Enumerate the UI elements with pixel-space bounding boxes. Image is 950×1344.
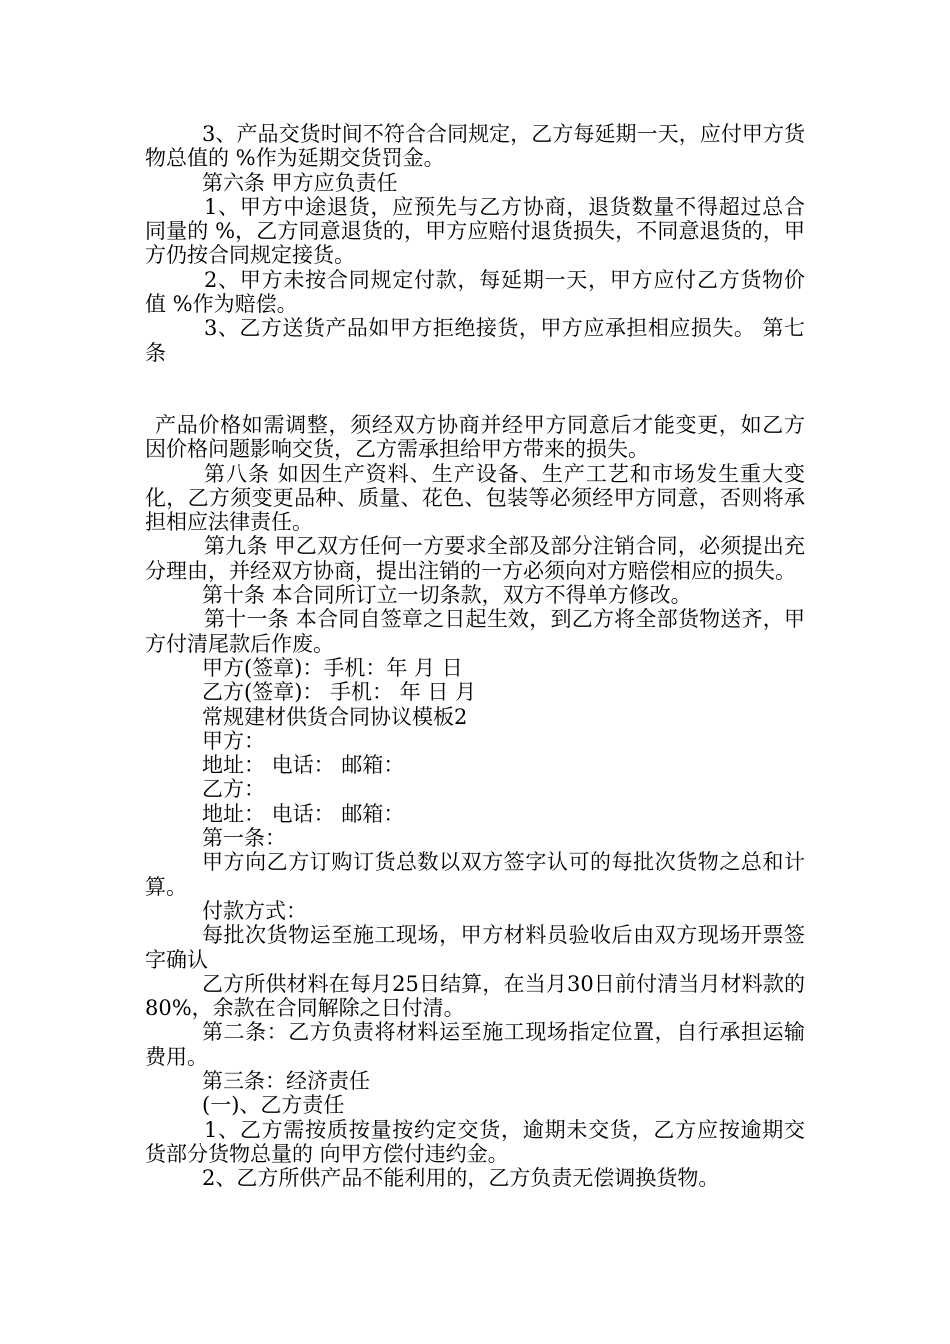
signature-party-b: 乙方(签章)： 手机： 年 日 月 [202,680,477,705]
paragraph-article-2: 第二条：乙方负责将材料运至施工现场指定位置，自行承担运输费用。 [145,1020,805,1069]
paragraph-return-goods: 1、甲方中途退货，应预先与乙方协商，退货数量不得超过总合同量的 %，乙方同意退货的，甲方应赔付退货损失，不同意退货的，甲方仍按合同规定接货。 [145,194,805,268]
paragraph-quality-delivery: 1、乙方需按质按量按约定交货，逾期未交货，乙方应按逾期交货部分货物总量的 向甲方偿付违约金。 [145,1117,805,1166]
heading-article-6: 第六条 甲方应负责任 [202,170,398,195]
party-a-label: 甲方： [202,728,265,753]
template-title: 常规建材供货合同协议模板2 [202,704,468,729]
paragraph-late-payment: 2、甲方未按合同规定付款，每延期一天，甲方应付乙方货物价值 %作为赔偿。 [145,267,805,317]
paragraph-refuse-delivery: 3、乙方送货产品如甲方拒绝接货，甲方应承担相应损失。 第七条 [145,316,805,365]
paragraph-article-8: 第八条 如因生产资料、生产设备、生产工艺和市场发生重大变化，乙方须变更品种、质量、花色、包装等必须经甲方同意，否则将承担相应法律责任。 [145,461,805,535]
paragraph-article-11: 第十一条 本合同自签章之日起生效，到乙方将全部货物送齐，甲方付清尾款后作废。 [145,607,805,656]
paragraph-price-adjustment: 产品价格如需调整，须经双方协商并经甲方同意后才能变更，如乙方因价格问题影响交货，乙方需承担给甲方带来的损失。 [145,412,805,462]
paragraph-exchange-goods: 2、乙方所供产品不能利用的，乙方负责无偿调换货物。 [202,1166,720,1191]
heading-party-b-duty: (一)、乙方责任 [202,1093,345,1118]
paragraph-order-total: 甲方向乙方订购订货总数以双方签字认可的每批次货物之总和计算。 [145,850,805,899]
paragraph-article-9: 第九条 甲乙双方任何一方要求全部及部分注销合同，必须提出充分理由，并经双方协商，提出注销的一方必须向对方赔偿相应的损失。 [145,534,805,583]
paragraph-article-10: 第十条 本合同所订立一切条款，双方不得单方修改。 [202,583,692,608]
document-page [145,122,805,1190]
party-a-contact: 地址： 电话： 邮箱： [202,753,405,778]
heading-article-1: 第一条： [202,826,286,851]
party-b-contact: 地址： 电话： 邮箱： [202,801,405,826]
paragraph-delivery-penalty: 3、产品交货时间不符合合同规定，乙方每延期一天，应付甲方货物总值的 %作为延期交货罚金。 [145,122,805,171]
paragraph-batch-confirm: 每批次货物运至施工现场，甲方材料员验收后由双方现场开票签字确认 [145,923,805,972]
paragraph-settlement: 乙方所供材料在每月25日结算，在当月30日前付清当月材料款的80%，余款在合同解除之日付清。 [145,971,805,1021]
party-b-label: 乙方： [202,777,265,802]
heading-payment-method: 付款方式： [202,898,307,923]
blank-gap [145,365,805,413]
signature-party-a: 甲方(签章)：手机：年 月 日 [202,655,463,680]
heading-article-3: 第三条：经济责任 [202,1068,370,1093]
